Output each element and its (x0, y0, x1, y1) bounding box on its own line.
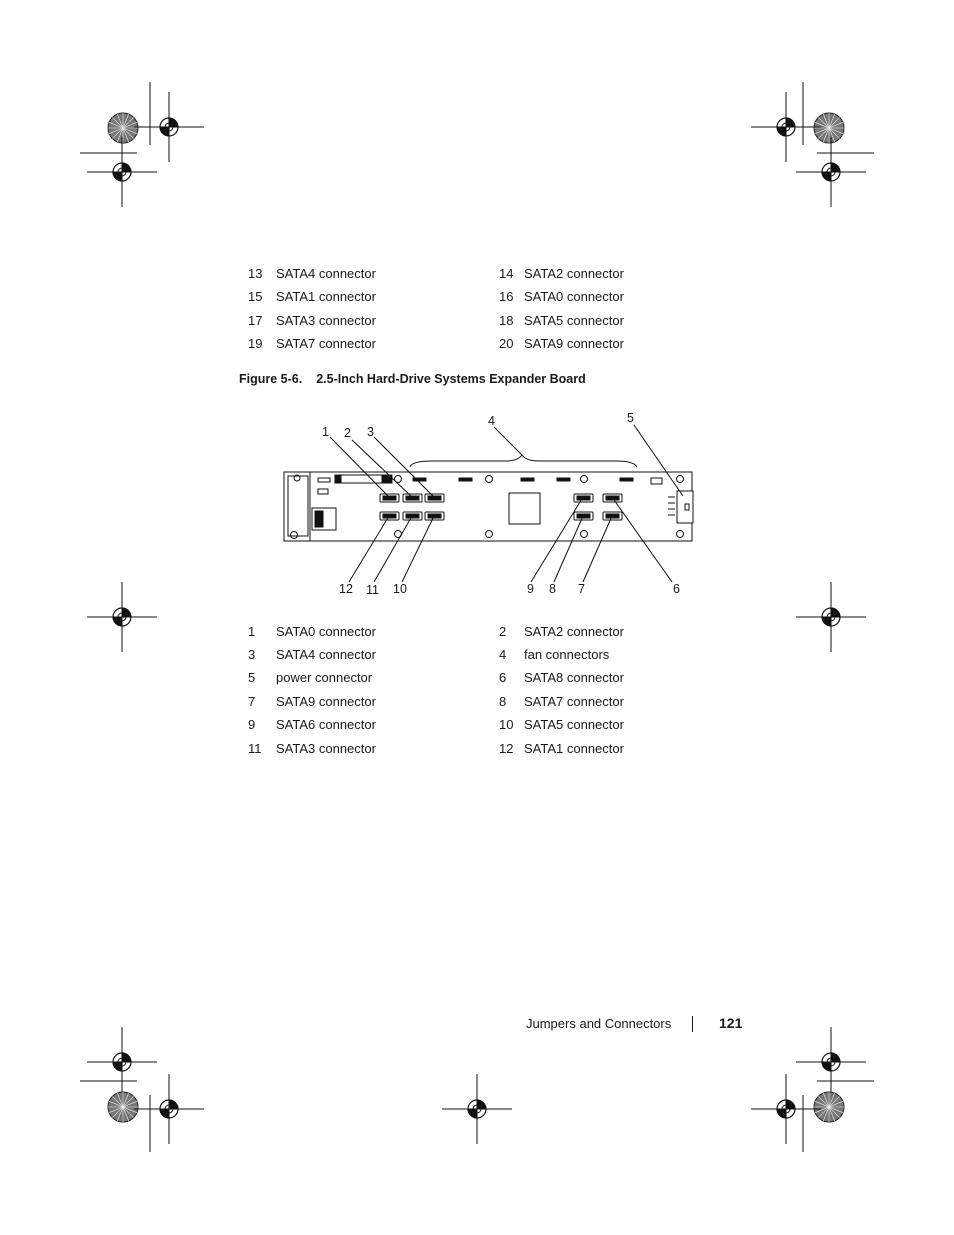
callout-number: 7 (248, 694, 256, 709)
footer-section-title: Jumpers and Connectors (526, 1016, 672, 1031)
callout-number: 20 (499, 336, 514, 351)
callout-8: 8 (549, 582, 556, 596)
callout-label: SATA3 connector (276, 741, 376, 756)
callout-number: 8 (499, 694, 507, 709)
callout-6: 6 (673, 582, 680, 596)
callout-label: SATA5 connector (524, 313, 624, 328)
callout-number: 14 (499, 266, 514, 281)
figure-title: 2.5-Inch Hard-Drive Systems Expander Board (316, 372, 586, 386)
callout-3: 3 (367, 425, 374, 439)
callout-label: SATA2 connector (524, 266, 624, 281)
figure-number: Figure 5-6. (239, 372, 303, 386)
figure-caption (239, 372, 586, 386)
callout-label: SATA1 connector (276, 289, 376, 304)
callout-2: 2 (344, 426, 351, 440)
callout-label: SATA5 connector (524, 717, 624, 732)
callout-11: 11 (366, 583, 379, 597)
callout-label: SATA2 connector (524, 624, 624, 639)
callout-label: SATA7 connector (524, 694, 624, 709)
callout-label: SATA7 connector (276, 336, 376, 351)
page-number: 121 (719, 1015, 743, 1031)
callout-number: 10 (499, 717, 514, 732)
callout-number: 2 (499, 624, 507, 639)
callout-9: 9 (527, 582, 534, 596)
callout-number: 11 (248, 741, 262, 756)
callout-4: 4 (488, 414, 495, 428)
callout-number: 12 (499, 741, 514, 756)
callout-number: 4 (499, 647, 507, 662)
callout-label: SATA0 connector (276, 624, 376, 639)
callout-label: SATA4 connector (276, 647, 376, 662)
callout-label: SATA6 connector (276, 717, 376, 732)
callout-label: SATA8 connector (524, 670, 624, 685)
callout-number: 3 (248, 647, 256, 662)
callout-label: SATA4 connector (276, 266, 376, 281)
callout-number: 18 (499, 313, 514, 328)
callout-number: 15 (248, 289, 263, 304)
callout-10: 10 (393, 582, 407, 596)
callout-5: 5 (627, 411, 634, 425)
callout-7: 7 (578, 582, 585, 596)
callout-number: 9 (248, 717, 256, 732)
callout-number: 16 (499, 289, 514, 304)
callout-label: SATA9 connector (524, 336, 624, 351)
callout-label: SATA9 connector (276, 694, 376, 709)
callout-number: 13 (248, 266, 263, 281)
callout-number: 5 (248, 670, 256, 685)
footer-divider (692, 1016, 693, 1032)
callout-label: SATA3 connector (276, 313, 376, 328)
callout-label: SATA1 connector (524, 741, 624, 756)
callout-label: fan connectors (524, 647, 610, 662)
callout-1: 1 (322, 425, 329, 439)
callout-12: 12 (339, 582, 353, 596)
callout-number: 6 (499, 670, 507, 685)
callout-label: power connector (276, 670, 373, 685)
callout-number: 17 (248, 313, 263, 328)
callout-label: SATA0 connector (524, 289, 624, 304)
callout-number: 19 (248, 336, 263, 351)
callout-number: 1 (248, 624, 256, 639)
